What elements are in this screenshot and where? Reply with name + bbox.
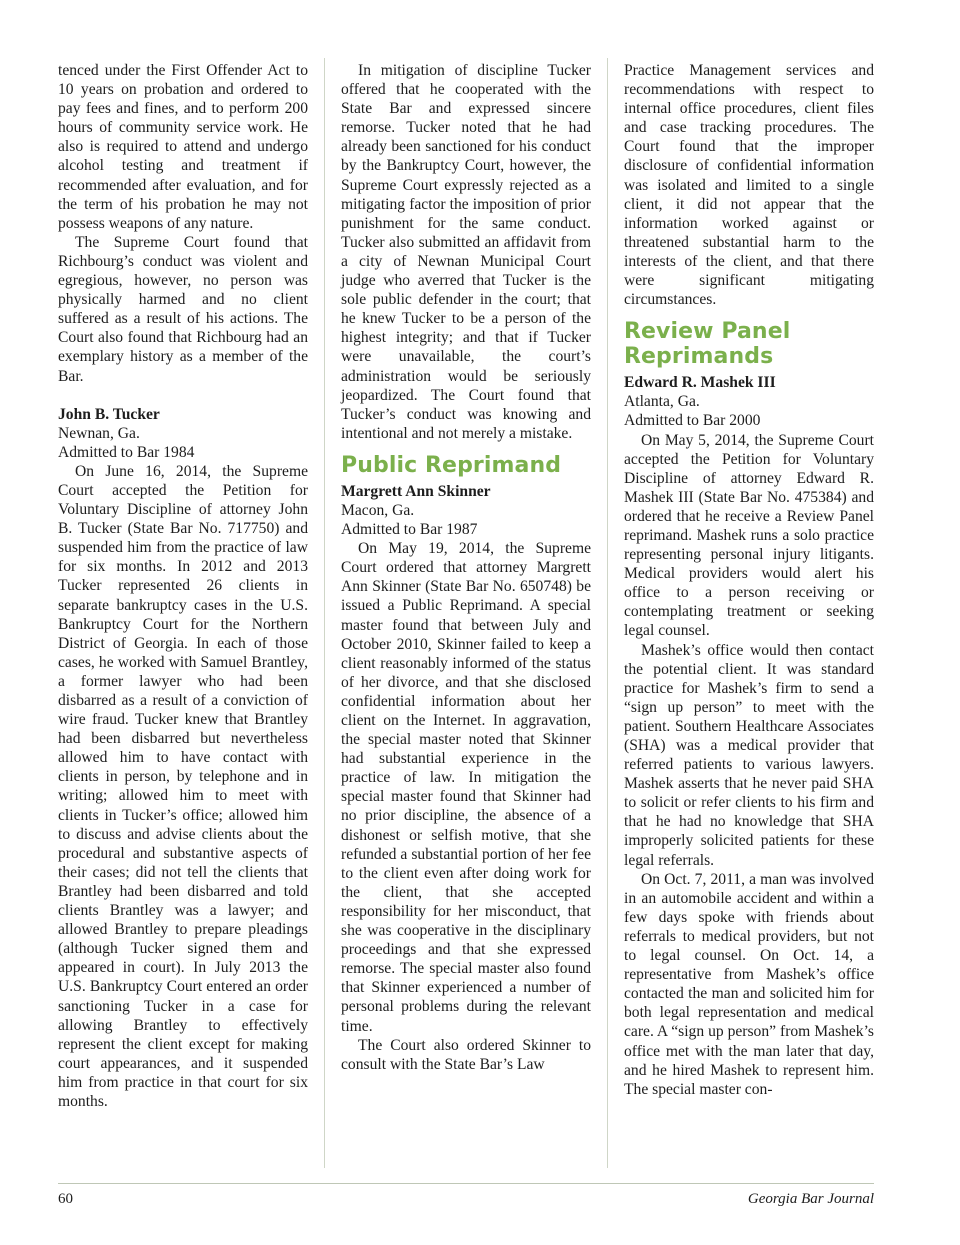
paragraph: The Supreme Court found that Richbourg’s conduct was violent and egregious, however, no person was physically harmed and no client suffered as a result of his actions. The Court also found that Richbourg had an exemplary history as a member of the Bar. [58, 233, 308, 385]
column-right [624, 61, 874, 1099]
attorney-name: Margrett Ann Skinner [341, 482, 491, 500]
column-left [58, 61, 308, 1111]
journal-title: Georgia Bar Journal [747, 1191, 874, 1207]
attorney-admitted: Admitted to Bar 1987 [341, 521, 478, 539]
attorney-city: Newnan, Ga. [58, 424, 140, 442]
paragraph: The Court also ordered Skinner to consult with the State Bar’s Law [341, 1036, 591, 1073]
attorney-admitted: Admitted to Bar 1984 [58, 443, 195, 461]
footer-divider [58, 1183, 874, 1184]
column-middle [341, 61, 591, 1074]
attorney-name: Edward R. Mashek III [624, 374, 776, 392]
attorney-city: Macon, Ga. [341, 501, 415, 519]
attorney-admitted: Admitted to Bar 2000 [624, 412, 761, 430]
column-divider [324, 58, 325, 1168]
paragraph: Mashek’s office would then contact the potential client. It was standard practice for Mashek’s firm to send a “sign up person” to meet with the patient. Southern Healthcare Associates (SHA) was a medical provider that referred patients to various lawyers. Mashek asserts that he never paid SHA to solicit or refer clients to his firm and that he had no knowledge that SHA improperly solicited patients for these legal referrals. [624, 641, 874, 869]
page-number: 60 [58, 1191, 73, 1207]
paragraph: On June 16, 2014, the Supreme Court accepted the Petition for Voluntary Discipline of attorney John B. Tucker (State Bar No. 717750) and suspended him from the practice of law for six months. In 2012 and 2013 Tucker represented 26 clients in separate bankruptcy cases in the U.S. Bankruptcy Court for the Northern District of Georgia. In each of those cases, he worked with Samuel Brantley, a former lawyer who had been disbarred as a result of a conviction of wire fraud. Tucker knew that Brantley had been disbarred but nevertheless allowed him to have contact with clients in person, by telephone and in writing; allowed him to meet with clients in Tucker’s office; allowed him to discuss and advise clients about the procedural and substantive aspects of their cases; did not tell the clients that Brantley had been disbarred and told clients Brantley was a lawyer; and allowed Brantley to prepare pleadings (although Tucker signed them and appeared in court). In July 2013 the U.S. Bankruptcy Court entered an order sanctioning Tucker in a case for allowing Brantley to effectively represent the client except for making court appearances, and it suspended him from practice in that court for six months. [58, 462, 308, 1110]
paragraph: On May 19, 2014, the Supreme Court ordered that attorney Margrett Ann Skinner (State Bar No. 650748) be issued a Public Reprimand. A special master found that between July and October 2010, Skinner failed to keep a client reasonably informed of the status of her divorce, and that she disclosed confidential information about her client on the Internet. In aggravation, the special master noted that Skinner had substantial experience in the practice of law. In mitigation the special master found that Skinner had no prior discipline, the absence of a dishonest or selfish motive, that she refunded a substantial portion of her fee to the client even after doing work for the client, that she accepted responsibility for her misconduct, that she was cooperative in the disciplinary proceedings and that she expressed remorse. The special master also found that Skinner experienced a number of personal problems during the relevant time. [341, 540, 591, 1035]
column-divider [607, 58, 608, 1168]
paragraph: On May 5, 2014, the Supreme Court accepted the Petition for Voluntary Discipline of attorney Edward R. Mashek III (State Bar No. 475384) and ordered that he receive a Review Panel reprimand. Mashek runs a solo practice representing personal injury litigants. Medical providers would alert his office to a person receiving or contemplating treatment or seeking legal counsel. [624, 431, 874, 640]
section-heading: Review Panel Reprimands [624, 319, 791, 370]
attorney-name: John B. Tucker [58, 405, 160, 423]
section-heading: Public Reprimand [341, 452, 562, 478]
paragraph: In mitigation of discipline Tucker offered that he cooperated with the State Bar and expressed sincere remorse. Tucker noted that he had already been sanctioned for his conduct by the Bankruptcy Court, however, the Supreme Court expressly rejected as a mitigating factor the imposition of prior punishment for the same conduct. Tucker also submitted an affidavit from a city of Newnan Municipal Court judge who averred that Tucker is the sole public defender in the court; that he knew Tucker to be a person of the highest integrity; and that if Tucker were unavailable, the court’s administration would be seriously jeopardized. The Court found that Tucker’s conduct was knowing and intentional and not merely a mistake. [341, 62, 591, 442]
paragraph: Practice Management services and recommendations with respect to internal office procedures, client files and case tracking procedures. The Court found that the improper disclosure of confidential information was isolated and limited to a single client, it did not appear that the information worked against or threatened substantial harm to the interests of the client, and that there were significant mitigating circumstances. [624, 62, 874, 309]
attorney-city: Atlanta, Ga. [624, 393, 700, 411]
paragraph: On Oct. 7, 2011, a man was involved in an automobile accident and within a few days spoke with friends about referrals to medical providers, but not to legal counsel. On Oct. 14, a representative from Mashek’s office contacted the man and solicited him for both legal representation and medical care. A “sign up person” from Mashek’s office met with the man later that day, and he hired Mashek to represent him. The special master con- [624, 870, 874, 1098]
paragraph: tenced under the First Offender Act to 10 years on probation and ordered to pay fees and fines, and to perform 200 hours of community service work. He also is required to attend and undergo alcohol testing and treatment if recommended after evaluation, and for the term of his probation he may not possess weapons of any nature. [58, 62, 308, 232]
